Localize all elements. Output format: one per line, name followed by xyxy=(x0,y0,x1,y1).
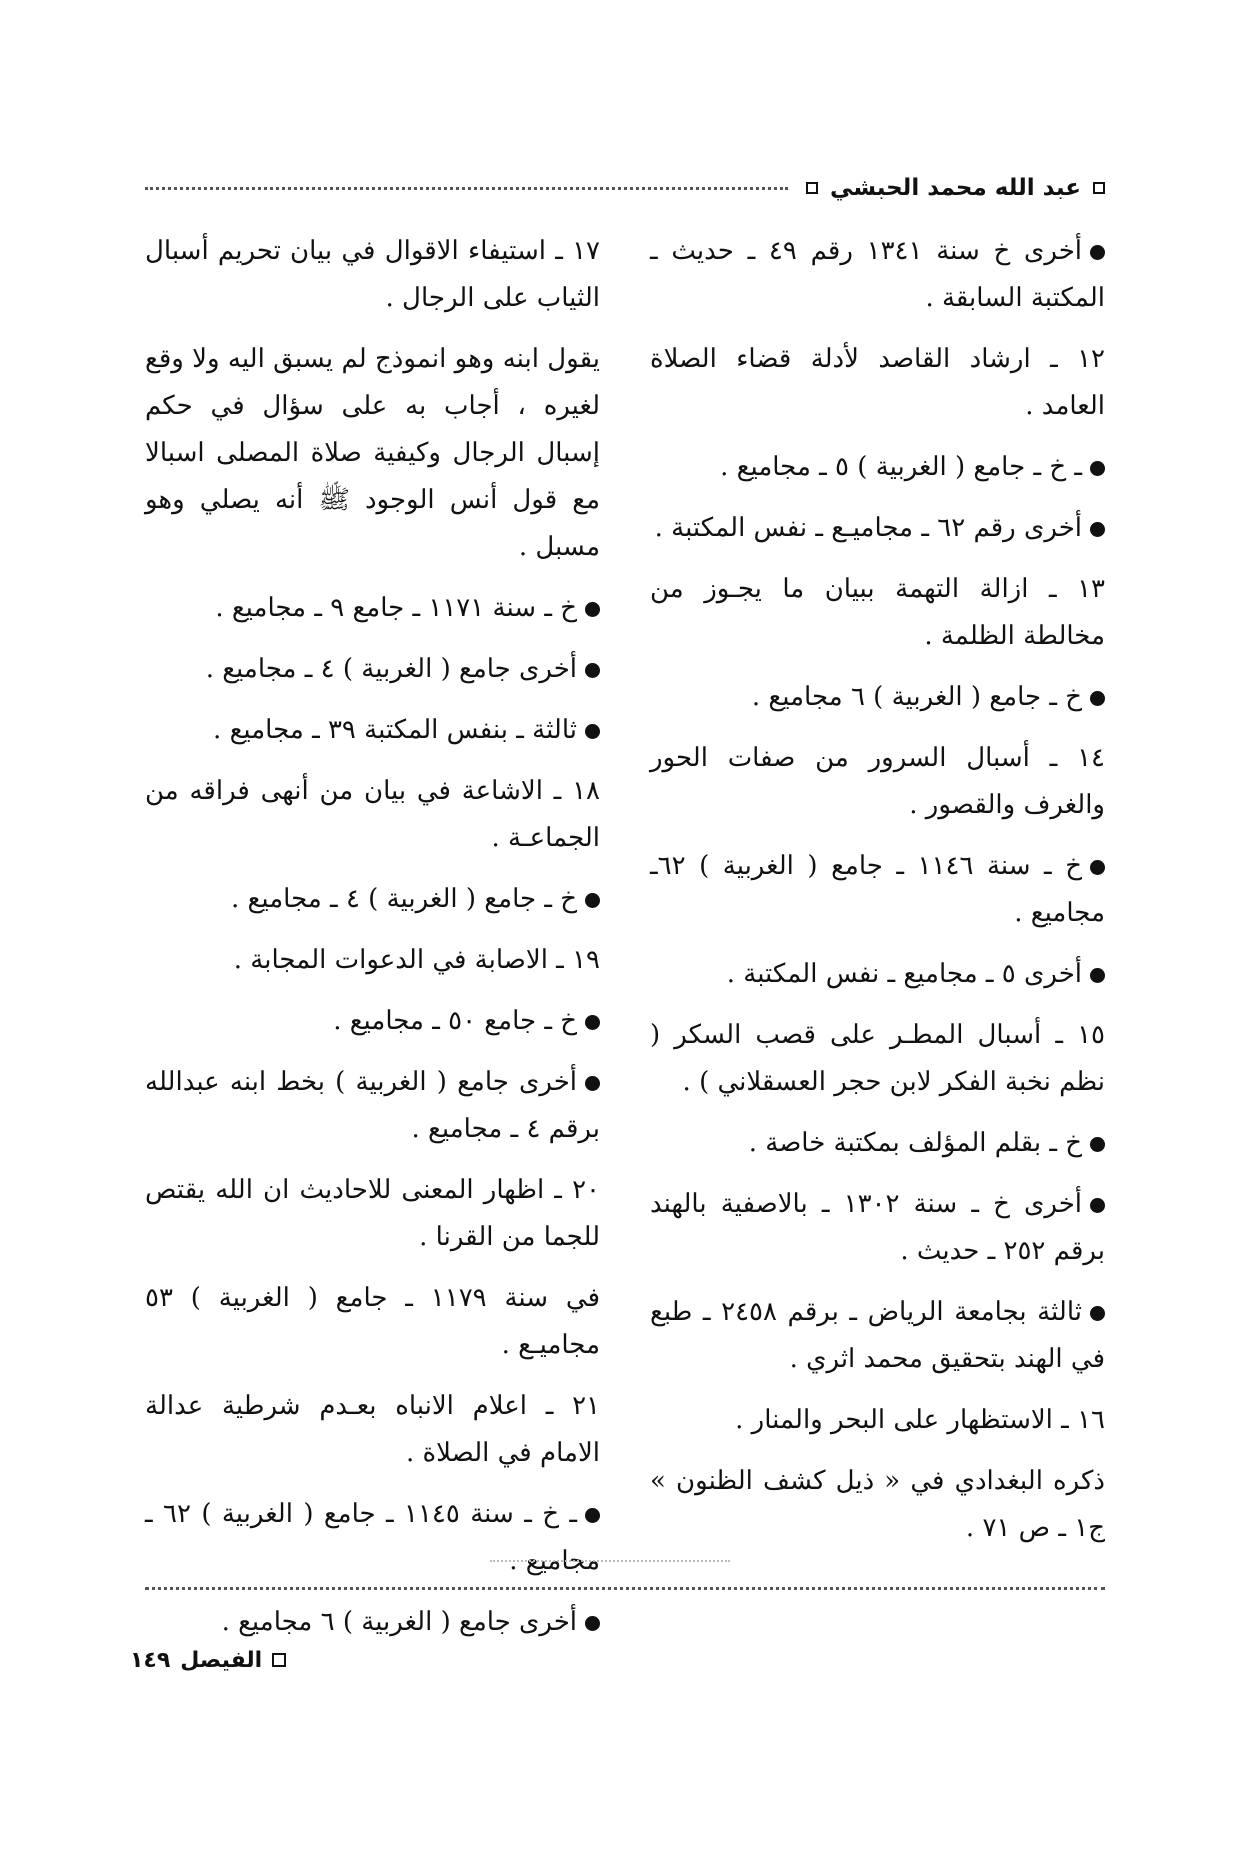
bullet-icon xyxy=(1090,461,1105,476)
entry-text: ١٢ ـ ارشاد القاصد لأدلة قضاء الصلاة العامد . xyxy=(650,344,1105,421)
entry-text: أخرى جامع ( الغربية ) ٦ مجاميع . xyxy=(221,1607,577,1637)
entry-text: ثالثة ـ بنفس المكتبة ٣٩ ـ مجاميع . xyxy=(213,715,577,745)
entry-text: ١٦ ـ الاستظهار على البحر والمنار . xyxy=(735,1405,1105,1435)
holding-item xyxy=(650,674,1105,721)
square-ornament-icon xyxy=(806,182,818,194)
bullet-icon xyxy=(585,1616,600,1631)
footer-dotted-rule xyxy=(145,1587,1105,1590)
bullet-icon xyxy=(585,893,600,908)
entry-text: خ ـ بقلم المؤلف بمكتبة خاصة . xyxy=(748,1128,1082,1158)
page-number: ١٤٩ xyxy=(130,1647,171,1673)
holding-item xyxy=(145,998,600,1045)
left-column xyxy=(145,228,600,1660)
bibliography-entry xyxy=(650,1012,1105,1106)
holding-item xyxy=(650,843,1105,937)
bullet-icon xyxy=(585,663,600,678)
square-ornament-icon xyxy=(272,1653,286,1667)
entry-text: ١٨ ـ الاشاعة في بيان من أنهى فراقه من الجماعـة . xyxy=(145,776,600,853)
holding-item xyxy=(650,1181,1105,1275)
bullet-icon xyxy=(1090,1306,1105,1321)
entry-text: ذكره البغدادي في « ذيل كشف الظنون » ج١ ـ ص ٧١ . xyxy=(650,1466,1105,1543)
header-dotted-rule xyxy=(145,187,788,190)
bibliography-entry xyxy=(145,228,600,322)
holding-item xyxy=(145,1059,600,1153)
bibliography-entry xyxy=(650,566,1105,660)
entry-text: في سنة ١١٧٩ ـ جامع ( الغربية ) ٥٣ مجاميـع . xyxy=(145,1283,600,1360)
paragraph xyxy=(145,1275,600,1369)
bibliography-entry xyxy=(650,735,1105,829)
entry-text: أخرى جامع ( الغربية ) ٤ ـ مجاميع . xyxy=(205,654,577,684)
bullet-icon xyxy=(585,724,600,739)
entry-text: ١٥ ـ أسبال المطـر على قصب السكر ( نظم نخبة الفكر لابن حجر العسقلاني ) . xyxy=(650,1020,1105,1097)
entry-text: ثالثة بجامعة الرياض ـ برقم ٢٤٥٨ ـ طبع في الهند بتحقيق محمد اثري . xyxy=(650,1297,1105,1374)
running-head-author xyxy=(806,175,1105,201)
bullet-icon xyxy=(1090,522,1105,537)
entry-text: خ ـ جامع ( الغربية ) ٦ مجاميع . xyxy=(751,682,1082,712)
running-header xyxy=(145,168,1105,208)
holding-item xyxy=(650,505,1105,552)
holding-item xyxy=(650,1120,1105,1167)
bullet-icon xyxy=(585,1076,600,1091)
entry-text: أخرى ٥ ـ مجاميع ـ نفس المكتبة . xyxy=(726,959,1082,989)
holding-item xyxy=(650,444,1105,491)
entry-text: يقول ابنه وهو انموذج لم يسبق اليه ولا وقع لغيره ، أجاب به على سؤال في حكم إسبال الرجال وكيفية صلاة المصلى اسبالا مع قول أنس الوجود ﷺ أنه يصلي وهو مسبل . xyxy=(145,344,600,562)
paragraph xyxy=(650,1458,1105,1552)
entry-text: ١٤ ـ أسبال السرور من صفات الحور والغرف والقصور . xyxy=(650,743,1105,820)
bullet-icon xyxy=(1090,691,1105,706)
entry-text: خ ـ سنة ١١٤٦ ـ جامع ( الغربية ) ٦٢ـ مجاميع . xyxy=(650,851,1105,928)
holding-item xyxy=(145,876,600,923)
bibliography-entry xyxy=(145,768,600,862)
bullet-icon xyxy=(585,1508,600,1523)
holding-item xyxy=(145,1599,600,1646)
faint-dotted-rule xyxy=(490,1560,730,1562)
holding-item xyxy=(145,707,600,754)
holding-item xyxy=(650,951,1105,998)
entry-text: أخرى رقم ٦٢ ـ مجاميـع ـ نفس المكتبة . xyxy=(654,513,1082,543)
holding-item xyxy=(650,228,1105,322)
bibliography-entry xyxy=(145,1167,600,1261)
entry-text: ـ خ ـ سنة ١١٤٥ ـ جامع ( الغربية ) ٦٢ ـ مجاميع . xyxy=(145,1499,600,1576)
bullet-icon xyxy=(1090,968,1105,983)
right-column xyxy=(650,228,1105,1566)
entry-text: خ ـ سنة ١١٧١ ـ جامع ٩ ـ مجاميع . xyxy=(215,593,577,623)
page-footer xyxy=(130,1640,286,1680)
entry-text: ٢٠ ـ اظهار المعنى للاحاديث ان الله يقتص للجما من القرنا . xyxy=(145,1175,600,1252)
bibliography-entry xyxy=(650,1397,1105,1444)
bullet-icon xyxy=(1090,1137,1105,1152)
journal-name: الفيصل xyxy=(180,1647,263,1673)
square-ornament-icon xyxy=(1093,182,1105,194)
entry-text: خ ـ جامع ٥٠ ـ مجاميع . xyxy=(333,1006,577,1036)
holding-item xyxy=(145,585,600,632)
holding-item xyxy=(145,1491,600,1585)
bibliography-entry xyxy=(145,937,600,984)
entry-text: ١٩ ـ الاصابة في الدعوات المجابة . xyxy=(233,945,600,975)
entry-text: أخرى جامع ( الغربية ) بخط ابنه عبدالله برقم ٤ ـ مجاميع . xyxy=(145,1067,600,1144)
bibliography-entry xyxy=(145,1383,600,1477)
author-name: عبد الله محمد الحبشي xyxy=(830,175,1081,201)
entry-text: ١٣ ـ ازالة التهمة ببيان ما يجـوز من مخالطة الظلمة . xyxy=(650,574,1105,651)
holding-item xyxy=(650,1289,1105,1383)
entry-text: خ ـ جامع ( الغربية ) ٤ ـ مجاميع . xyxy=(231,884,577,914)
bullet-icon xyxy=(585,602,600,617)
entry-text: أخرى خ سنة ١٣٤١ رقم ٤٩ ـ حديث ـ المكتبة السابقة . xyxy=(650,236,1105,313)
holding-item xyxy=(145,646,600,693)
bibliography-entry xyxy=(650,336,1105,430)
bullet-icon xyxy=(585,1015,600,1030)
bullet-icon xyxy=(1090,245,1105,260)
entry-text: أخرى خ ـ سنة ١٣٠٢ ـ بالاصفية بالهند برقم ٢٥٢ ـ حديث . xyxy=(650,1189,1105,1266)
entry-text: ٢١ ـ اعلام الانباه بعـدم شرطية عدالة الامام في الصلاة . xyxy=(145,1391,600,1468)
entry-text: ـ خ ـ جامع ( الغربية ) ٥ ـ مجاميع . xyxy=(720,452,1082,482)
bullet-icon xyxy=(1090,860,1105,875)
entry-text: ١٧ ـ استيفاء الاقوال في بيان تحريم أسبال الثياب على الرجال . xyxy=(145,236,600,313)
paragraph xyxy=(145,336,600,571)
bullet-icon xyxy=(1090,1198,1105,1213)
